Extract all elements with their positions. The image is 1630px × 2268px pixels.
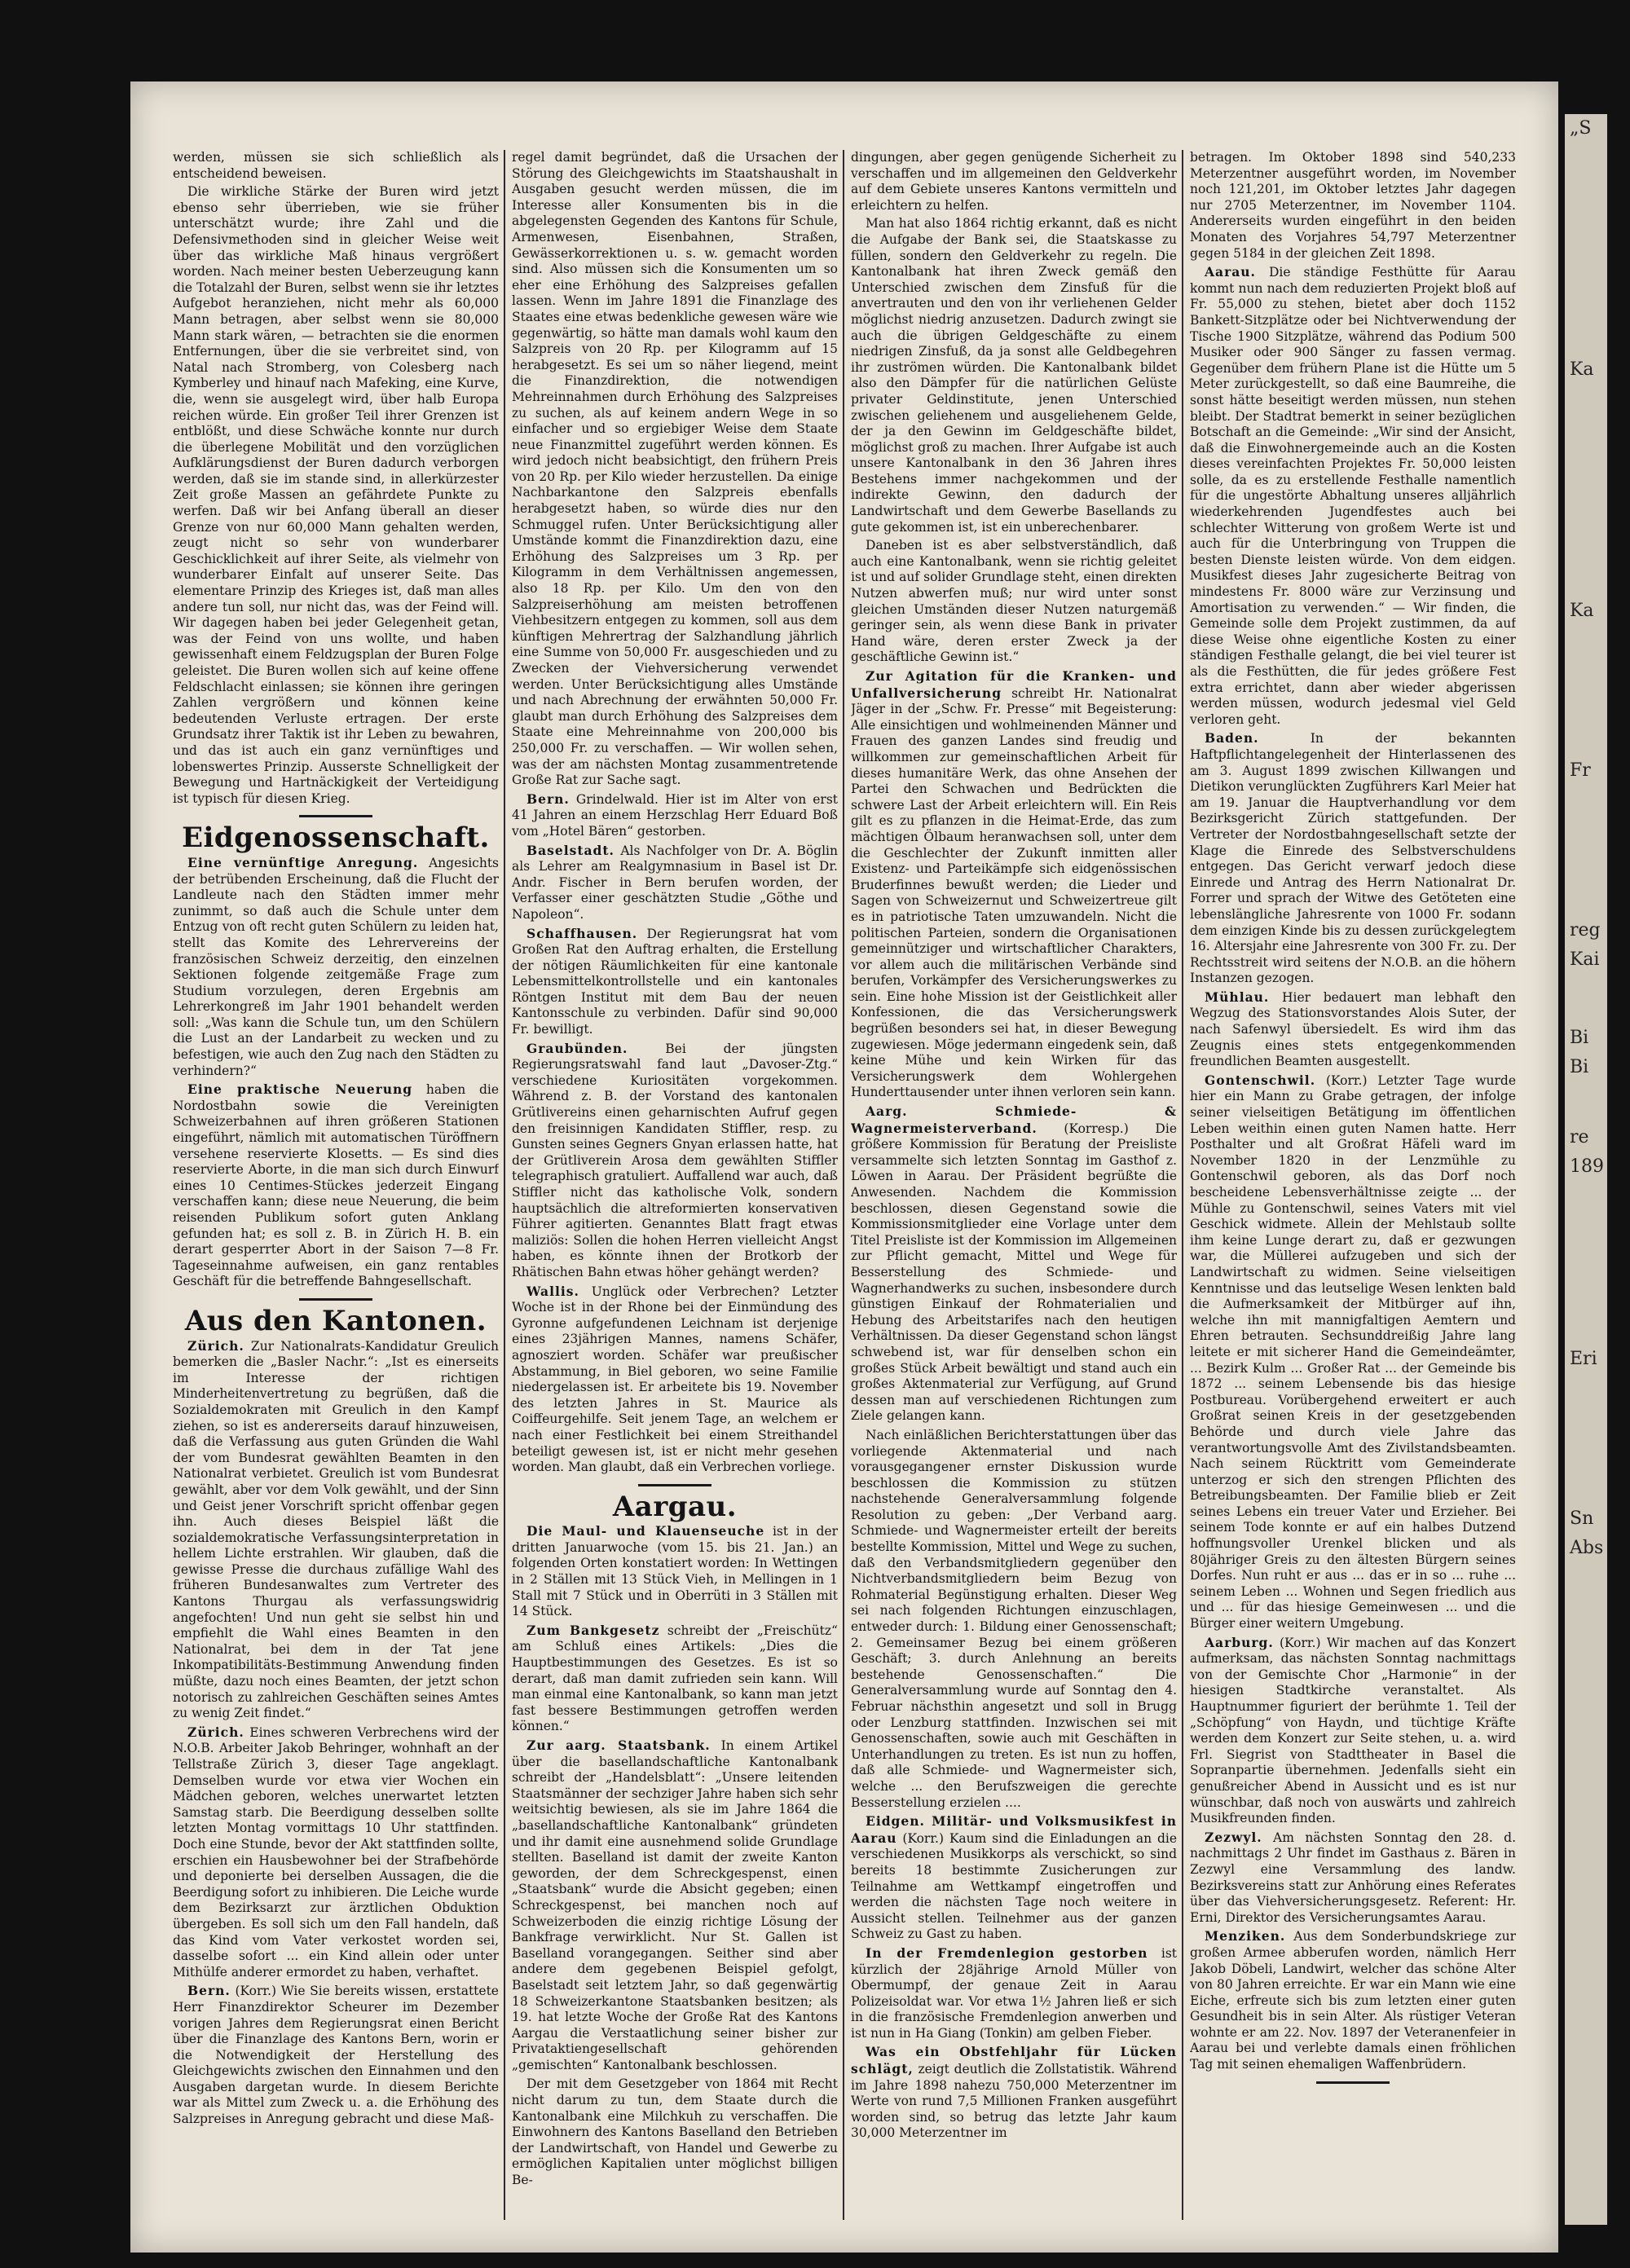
- column-2: [512, 150, 838, 2220]
- article-text: ist kürzlich der 28jährige Arnold Müller von Obermumpf, der genaue Zeit in Aarau Polizeisoldat war. Vor etwa 1½ Jahren ließ er sich in die französische Fremdenlegion anwerben und ist nun in Ha Giang (Tonkin) am gelben Fieber.: [851, 1945, 1177, 2041]
- separator: [1316, 2081, 1390, 2084]
- paragraph: werden, müssen sie sich schließlich als entscheidend beweisen.: [173, 150, 499, 181]
- article-text: ist in der dritten Januarwoche (vom 15. bis 21. Jan.) an folgenden Orten konstatiert worden: In Wettingen in 2 Ställen mit 13 Stück Vieh, in Mellingen in 1 Stall mit 7 Stück und in Oberrüti in 3 Ställen mit 14 Stück.: [512, 1524, 838, 1619]
- edge-fragment: Bi: [1570, 1028, 1589, 1048]
- article-text: schreibt Hr. Nationalrat Jäger in der „Schw. Fr. Presse“ mit Begeisterung: Alle einsichtigen und wohlmeinenden Männer und Frauen des ganzen Landes sind freudig und willkommen zur gemeinschaftlichen Arbeit für dieses humanitäre Werk, das ohne Ansehen der Partei den Schwachen und Bedrückten die schwere Last der Arbeit erleichtern will. Ein Reis gilt es zu pflanzen in die Heimat-Erde, das zum mächtigen Ölbaum heranwachsen soll, unter dem die Geschlechter der Zukunft inmitten aller Existenz- und Parteikämpfe sich eidgenössischen Bruderfinnes bewußt werden; die Lieder und Sagen von Schweizernut und Schweizertreue gilt es in patriotische Taten umzuwandeln. Nicht die politischen Parteien, sondern die Organisationen gemeinnütziger und wirtschaftlicher Charakters, vor allem auch die militärischen Verbände sind berufen, Vorkämpfer des Versicherungswerkes zu sein. Eine hohe Mission ist der Geistlichkeit aller Konfessionen, die das Versicherungswerk begrüßen besonders sei hat, in dieser Bewegung zugewiesen. Möge jedermann eingedenk sein, daß keine Mühe und kein Wirken für das Versicherungswerk dem Wohlergehen Hunderttausender unter ihnen verloren sein kann.: [851, 685, 1177, 1100]
- column-rule: [1182, 150, 1183, 2220]
- column-rule: [504, 150, 505, 2220]
- article-lead: Graubünden.: [526, 1040, 628, 1056]
- article-text: Unglück oder Verbrechen? Letzter Woche ist in der Rhone bei der Einmündung des Gyronne aufgefundenen Leichnam ist derjenige eines 23jährigen Mannes, namens Schäfer, agnosziert worden. Schäfer war preußischer Abstammung, in Biel geboren, wo seine Familie niedergelassen ist. Er arbeitete bis 19. November des letzten Jahres in St. Maurice als Coiffeurgehilfe. Seit jenem Tage, an welchem er nach einer Festlichkeit bei einem Streithandel beteiligt gewesen ist, ist er nicht mehr gesehen worden. Man glaubt, daß ein Verbrechen vorliege.: [512, 1284, 838, 1475]
- section-heading-kantonen: Aus den Kantonen.: [184, 1304, 487, 1337]
- separator: [299, 1298, 372, 1301]
- article-lead: Baselstadt.: [526, 842, 615, 858]
- article-lead: Eine vernünftige Anregung.: [187, 854, 419, 870]
- article-lead: Die Maul- und Klauenseuche: [526, 1523, 765, 1539]
- article-text: haben die Nordostbahn sowie die Vereinigten Schweizerbahnen auf ihren größeren Stationen eingeführt, nämlich mit automatischen Türöffnern versehene reservierte Klosetts. — Es sind dies reservierte Aborte, in die man sich durch Einwurf eines 10 Centimes-Stückes jederzeit Eingang verschaffen kann; diese neue Neuerung, die beim reisenden Publikum sofort guten Anklang gefunden hat; es soll z. B. in Zürich H. B. ein derart gesperrter Abort in der Saison 7—8 Fr. Tageseinnahme aufweisen, ein ganz rentables Geschäft für die betreffende Bahngesellschaft.: [173, 1082, 499, 1289]
- edge-fragment: reg: [1570, 920, 1601, 940]
- article-text: (Korr.) Wir machen auf das Konzert aufmerksam, das nächsten Sonntag nachmittags von der Gemischte Chor „Harmonie“ in der hiesigen Stadtkirche veranstaltet. Als Hauptnummer figuriert der berühmte 1. Teil der „Schöpfung“ von Haydn, und tüchtige Kräfte werden dem Konzert zur Seite stehen, u. a. wird Frl. Siegrist von Stadttheater in Basel die Sopranpartie übernehmen. Jedenfalls sieht ein genußreicher Abend in Aussicht und es ist nur wünschbar, daß noch von auswärts und zahlreich Musikfreunden finden.: [1190, 1635, 1516, 1826]
- article-lead: Eidgen. Militär- und Volksmusikfest in Aarau: [851, 1813, 1177, 1846]
- article-text: (Korr.) Wie Sie bereits wissen, erstattete Herr Finanzdirektor Scheurer im Dezember vorigen Jahres dem Regierungsrat einen Bericht über die Finanzlage des Kantons Bern, worin er die Notwendigkeit der Herstellung des Gleichgewichts zwischen den Einnahmen und den Ausgaben dargetan wurde. In diesem Berichte war als Mittel zum Zweck u. a. die Erhöhung des Salzpreises in Anregung gebracht und diese Maß-: [173, 1984, 499, 2127]
- separator: [299, 815, 372, 817]
- article-lead: Schaffhausen.: [526, 925, 638, 941]
- article-text: Zur Nationalrats-Kandidatur Greulich bemerken die „Basler Nachr.“: „Ist es einerseits im Interesse der richtigen Minderheitenvertretung zu begrüßen, daß die Sozialdemokraten mit Greulich in den Kampf ziehen, so ist es andererseits darauf hinzuweisen, daß die Verfassung aus guten Gründen die Wahl der vom Bundesrat gewählten Beamten in den Nationalrat verbietet. Greulich ist vom Bundesrat gewählt, aber vor dem Volk gewählt, und der Sinn und Geist jener Vorschrift spricht offenbar gegen ihn. Auch dieses Beispiel läßt die sozialdemokratische Verfassungsinterpretation in hellem Lichte erstrahlen. Wir glauben, daß die gewisse Presse die durchaus zufällige Wahl des früheren Bundesanwaltes zum Vertreter des Kantons Thurgau als verfassungswidrig angefochten! Und nun geht sie selbst hin und empfiehlt die Wahl eines Beamten in den Nationalrat, bei dem in der Tat jene Inkompatibilitäts-Bestimmung Anwendung finden müßte, dazu noch eines Beamten, der jetzt schon notorisch zu zahlreichen Geschäften seines Amtes zu wenig Zeit findet.“: [173, 1338, 499, 1721]
- edge-fragment: Fr: [1570, 760, 1591, 781]
- article-lead: Mühlau.: [1205, 989, 1270, 1005]
- article-text: Bei der jüngsten Regierungsratswahl fand laut „Davoser-Ztg.“ verschiedene Kuriositäten vorgekommen. Während z. B. der Vorstand des kantonalen Grütlivereins einen geharnischten Aufruf gegen den freisinnigen Kandidaten Stiffler, resp. zu Gunsten seines Gegners Gnyan erlassen hatte, hat der Grütliverein Arosa dem gewählten Stiffler telegraphisch gratuliert. Auffallend war auch, daß Stiffler nicht das katholische Volk, sondern hauptsächlich die altreformierten konservativen Führer agitierten. Genanntes Blatt fragt etwas maliziös: Sollen die hohen Herren vielleicht Angst haben, es könnte ihnen der Brotkorb der Rhätischen Bahn etwas höher gehängt werden?: [512, 1041, 838, 1279]
- newspaper-page: [130, 81, 1558, 2253]
- paragraph: betragen. Im Oktober 1898 sind 540,233 Meterzentner ausgeführt worden, im November noch 121,201, im Oktober letztes Jahr dagegen nur 2705 Meterzentner, im November 1104. Andererseits wurden eingeführt in den beiden Monaten des Vorjahres 54,797 Meterzentner gegen 5184 in der gleichen Zeit 1898.: [1190, 150, 1516, 261]
- edge-fragment: Abs: [1570, 1538, 1604, 1558]
- article-text: Der mit dem Gesetzgeber von 1864 mit Recht nicht darum zu tun, dem Staate durch die Kantonalbank eine Milchkuh zu verschaffen. Die Einwohnern des Kantons Baselland den Betrieben der Landwirtschaft, von Handel und Gewerbe zu ermöglichen Kapitalien unter möglichst billigen Be-: [512, 2076, 838, 2188]
- article-text: Aus dem Sonderbundskriege zur großen Armee abberufen worden, nämlich Herr Jakob Döbeli, Landwirt, welcher das schöne Alter von 80 Jahren erreichte. Er war ein Mann wie eine Eiche, erfreute sich bis zum letzten einer guten Gesundheit bis in sein Alter. Als rüstiger Veteran wohnte er am 22. Nov. 1897 der Veteranenfeier in Aarau bei und verlebte damals einen fröhlichen Tag mit seinen ehemaligen Waffenbrüdern.: [1190, 1929, 1516, 2072]
- article-lead: Baden.: [1205, 730, 1259, 746]
- article-text: Hier bedauert man lebhaft den Wegzug des Stationsvorstandes Alois Suter, der nach Safenwyl übersiedelt. Es wird ihm das Zeugnis eines stets entgegenkommenden freundlichen Beamten ausgestellt.: [1190, 989, 1516, 1069]
- article-text: In der bekannten Haftpflichtangelegenheit der Hinterlassenen des am 3. August 1899 zwischen Killwangen und Dietikon verunglückten Zugführers Karl Meier hat am 19. Januar die Hauptverhandlung vor dem Bezirksgericht Zürich stattgefunden. Der Vertreter der Nordostbahngesellschaft setzte der Klage die Einrede des Selbstverschuldens entgegen. Das Gericht verwarf jedoch diese Einrede und Antrag des Herrn Nationalrat Dr. Forrer und sprach der Witwe des Getöteten eine lebenslängliche Jahresrente von 1000 Fr. sodann dem einzigen Kinde bis zu dessen zurückgelegtem 16. Altersjahr eine Jahresrente von 300 Fr. zu. Der Rechtsstreit wird seitens der N.O.B. an die höhern Instanzen gezogen.: [1190, 731, 1516, 986]
- article-text: (Korresp.) Die größere Kommission für Beratung der Preisliste versammelte sich letzten Sonntag im Gasthof z. Löwen in Aarau. Der Präsident begrüßte die Anwesenden. Nachdem die Kommission beschlossen, diesen Gegenstand sowie die Kommissionsmitglieder eine Vorlage unter dem Titel Preisliste ist der Kommission im Allgemeinen zur Pflicht gemacht, Mittel und Wege für Besserstellung des Schmiede- und Wagnerhandwerks zu suchen, insbesondere durch günstigen Einkauf der Rohmaterialien und Hebung des Arbeitstarifes nach den heutigen Verhältnissen. Da dieser Gegenstand schon längst schwebend ist, war für denselben schon ein großes Stück Arbeit bewältigt und stand auch ein großes Aktenmaterial zur Verfügung, auf Grund dessen man auf verschiedenen Richtungen zum Ziele gelangen kann.: [851, 1121, 1177, 1424]
- article-lead: In der Fremdenlegion gestorben: [866, 1944, 1148, 1961]
- article-lead: Zürich.: [187, 1337, 244, 1354]
- edge-fragment: Ka: [1570, 601, 1594, 621]
- article-lead: Wallis.: [526, 1283, 579, 1299]
- paragraph: Die wirkliche Stärke der Buren wird jetzt ebenso sehr überrieben, wie sie früher unterschätzt wurde; ihre Zahl und die Defensivmethoden sind in gleicher Weise weit über das wirkliche Maß hinaus vergrößert worden. Nach meiner besten Ueberzeugung kann die Totalzahl der Buren, selbst wenn sie ihr letztes Aufgebot heranziehen, nicht mehr als 60,000 Mann betragen, aber selbst wenn sie 80,000 Mann stark wären, — betrachten sie die enormen Entfernungen, über die sie verbreitet sind, von Natal nach Stromberg, von Colesberg nach Kymberley und hinauf nach Mafeking, eine Kurve, die, wenn sie ausgelegt wird, über halb Europa reichen würde. Ein großer Teil ihrer Grenzen ist entblößt, und diese Schwäche konnte nur durch die überlegene Mobilität und den vorzüglichen Aufklärungsdienst der Buren dadurch verborgen werden, daß sie im stande sind, in allerkürzester Zeit große Massen an gefährdete Punkte zu werfen. Daß wir bei Anfang überall an dieser Grenze von nur 60,000 Mann gehalten werden, zeugt nicht so sehr von wunderbarer Geschicklichkeit auf ihrer Seite, als vielmehr von wunderbarer Einfalt auf unserer Seite. Das elementare Prinzip des Krieges ist, daß man alles andere tun soll, nur nicht das, was der Feind will. Wir dagegen haben bei jeder Gelegenheit getan, was der Feind von uns wollte, und haben gewissenhaft einem Feldzugsplan der Buren Folge geleistet. Die Buren wollen sich auf keine offene Feldschlacht einlassen; sie können ihre geringen Zahlen vergrößern und können keine bedeutenden Verluste ertragen. Der erste Grundsatz ihrer Taktik ist ihr Leben zu bewahren, und das ist auch ein ganz vernünftiges und lobenswertes Prinzip. Ausserste Schnelligkeit der Bewegung und Hartnäckigkeit der Verteidigung ist typisch für diesen Krieg.: [173, 184, 499, 806]
- section-heading-eidgenossenschaft: Eidgenossenschaft.: [182, 821, 490, 855]
- edge-fragment: Bi: [1570, 1057, 1589, 1077]
- article-text: Am nächsten Sonntag den 28. d. nachmittags 2 Uhr findet im Gasthaus z. Bären in Zezwyl eine Versammlung des landw. Bezirksvereins statt zur Anhörung eines Referates über das Viehversicherungsgesetz. Referent: Hr. Erni, Direktor des Versicherungsamtes Aarau.: [1190, 1830, 1516, 1925]
- article-lead: Zürich.: [187, 1724, 244, 1740]
- article-lead: Zur Agitation für die Kranken- und Unfallversicherung: [851, 668, 1177, 701]
- article-lead: Zur aarg. Staatsbank.: [526, 1737, 711, 1753]
- edge-fragment: Kai: [1570, 949, 1600, 970]
- article-text: Grindelwald. Hier ist im Alter von erst 41 Jahren an einem Herzschlag Herr Eduard Boß vom „Hotel Bären“ gestorben.: [512, 791, 838, 839]
- article-text: (Korr.) Kaum sind die Einladungen an die verschiedenen Musikkorps als verschickt, so sind bereits 18 bestimmte Zusicherungen zur Teilnahme am Wettkampf eingetroffen und werden die nächsten Tage noch weitere in Aussicht stellen. Teilnehmer aus der ganzen Schweiz zu Gast zu haben.: [851, 1830, 1177, 1942]
- article-text: (Korr.) Letzter Tage wurde hier ein Mann zu Grabe getragen, der infolge seiner vielseitigen Betätigung im öffentlichen Leben weithin einen guten Namen hatte. Herr Posthalter und alt Großrat Häfeli ward im November 1820 in der Lenzmühle zu Gontenschwil geboren, als das Dorf noch bescheidene Lebensverhältnisse zeigte ... der Mühle zu Gontenschwil, seines Vaters mit viel Geschick widmete. Allein der Mehlstaub sollte ihm keine Lunge derart zu, daß er gezwungen war, die Müllerei aufzugeben und sich der Landwirtschaft zu widmen. Seine vielseitigen Kenntnisse und das leutselige Wesen lenkten bald die Aufmerksamkeit der Mitbürger auf ihn, welche ihn mit mannigfaltigen Aemtern und Ehren betrauten. Sechsunddreißig Jahre lang leitete er mit sicherer Hand die Gemeindeämter, ... Bezirk Kulm ... Großer Rat ... der Gemeinde bis 1872 ... seinem Lebensende bis das hiesige Postbureau. Vorübergehend erweitert er auch Großrat seinen Kreis in der gesetzgebenden Behörde und durch viele Jahre das verantwortungsvolle Amt des Zivilstandsbeamten. Nach seinem Rücktritt vom Gemeinderate unterzog er sich den strengen Pflichten des Betreibungsbeamten. Der Familie blieb er Zeit seines Lebens ein treuer Vater und Erzieher. Bei seinem Tode konnte er auf ein halbes Dutzend hoffnungsvoller Urenkel blicken und als 80jähriger Greis zu den ältesten Bürgern seines Dorfes. Nun ruht er aus ... das er in so ... ruhe ... seinem Leben ... Wohnen und Segen friedlich aus und ... für das hiesige Gemeinwesen ... und die Bürger einer weitern Umgebung.: [1190, 1072, 1516, 1632]
- article-text: Die ständige Festhütte für Aarau kommt nun nach dem reduzierten Projekt bloß auf Fr. 55,000 zu stehen, bietet aber doch 1152 Bankett-Sitzplätze oder bei Nichtverwendung der Tische 1900 Sitzplätze, während das Podium 500 Musiker oder 900 Sänger zu fassen vermag. Gegenüber dem frühern Plane ist die Hütte um 5 Meter zurückgestellt, so daß eine Baumreihe, die sonst hätte beseitigt werden müssen, nun stehen bleibt. Der Stadtrat bemerkt in seiner bezüglichen Botschaft an die Gemeinde: „Wir sind der Ansicht, daß die Einwohnergemeinde auch an die Kosten dieses vereinfachten Projektes Fr. 50,000 leisten solle, da es zu erstellende Festhalle namentlich für die ungestörte Abhaltung unseres alljährlich wiederkehrenden Jugendfestes auch bei schlechter Witterung von großem Werte ist und auch für die Unterbringung von Truppen die besten Dienste leisten würde. Von dem eidgen. Musikfest dieses Jahr zugesicherte Beitrag von mindestens Fr. 8000 wäre zur Verzinsung und Amortisation zu verwenden.“ — Wir finden, die Gemeinde solle dem Projekt zustimmen, da auf diese Weise ohne eigentliche Kosten zu einer ständigen Festhalle gelangt, die bei viel teurer ist als die Festhütten, die für jedes größere Fest extra errichtet, dann aber wieder abgerissen werden müssen, wodurch jedesmal viel Geld verloren geht.: [1190, 265, 1516, 727]
- article-lead: Eine praktische Neuerung: [187, 1081, 413, 1098]
- article-text: zeigt deutlich die Zollstatistik. Während im Jahre 1898 nahezu 750,000 Meterzentner im Werte von rund 7,5 Millionen Franken ausgeführt worden sind, so betrug das letzte Jahr kaum 30,000 Meterzentner im: [851, 2062, 1177, 2141]
- article-text: schreibt der „Freischütz“ am Schluß eines Artikels: „Dies die Hauptbestimmungen des Gesetzes. Es ist so derart, daß man damit zufrieden sein kann. Will man einmal eine Kantonalbank, so kann man jetzt fast bessere Bestimmungen getroffen werden können.“: [512, 1623, 838, 1734]
- column-4: [1190, 150, 1516, 2220]
- article-lead: Gontenschwil.: [1205, 1072, 1316, 1088]
- article-lead: Aarburg.: [1205, 1634, 1274, 1650]
- adjacent-page-edge: [1565, 114, 1607, 2225]
- section-heading-aargau: Aargau.: [612, 1490, 738, 1523]
- article-lead: Zezwyl.: [1205, 1829, 1262, 1845]
- edge-fragment: Sn: [1570, 1508, 1594, 1529]
- article-lead: Aarg. Schmiede- & Wagnermeisterverband.: [851, 1103, 1177, 1136]
- article-text: In einem Artikel über die basellandschaftliche Kantonalbank schreibt der „Handelsblatt“: „Unsere leitenden Staatsmänner der sechziger Jahre haben sich sehr weitsichtig bewiesen, als sie im Jahre 1864 die „basellandschaftliche Kantonalbank“ gründeten und ihr damit eine ausnehmend solide Grundlage stellten. Baselland ist damit der zweite Kanton geworden, der dem Schreckgespenst, einen „Staatsbank“ wurde die Absicht gegeben; einen Schreckgespenst, bei manchen noch auf Schweizerboden die einzig richtige Lösung der Bankfrage verwirklicht. Nur St. Gallen ist Baselland vorangegangen. Seither sind aber andere dem gegebenen Beispiel gefolgt, Baselstadt seit letztem Jahr, so daß gegenwärtig 18 Schweizerkantone Staatsbanken besitzen; als 19. hat letzte Woche der Große Rat des Kantons Aargau die Verstaatlichung seiner bisher zur Privataktiengesellschaft gehörenden „gemischten“ Kantonalbank beschlossen.: [512, 1738, 838, 2072]
- column-3: [851, 150, 1177, 2220]
- edge-fragment: 189: [1570, 1156, 1604, 1177]
- edge-fragment: Eri: [1570, 1349, 1597, 1369]
- article-text: Als Nachfolger von Dr. A. Böglin als Lehrer am Realgymnasium in Basel ist Dr. Andr. Fischer in Bern berufen worden, der Verfasser einer geschätzten Studie „Göthe und Napoleon“.: [512, 843, 838, 922]
- article-lead: Menziken.: [1205, 1928, 1286, 1944]
- article-lead: Was ein Obstfehljahr für Lücken schlägt,: [851, 2044, 1177, 2077]
- article-lead: Zum Bankgesetz: [526, 1622, 660, 1638]
- paragraph: dingungen, aber gegen genügende Sicherheit zu verschaffen und im allgemeinen den Geldverkehr auf dem Gebiete unseres Kantons vermitteln und erleichtern zu helfen.: [851, 150, 1177, 213]
- article-lead: Bern.: [526, 790, 570, 807]
- article-lead: Aarau.: [1205, 264, 1256, 280]
- column-rule: [843, 150, 844, 2220]
- edge-fragment: Ka: [1570, 359, 1594, 380]
- article-text: Der Regierungsrat hat vom Großen Rat den Auftrag erhalten, die Erstellung der nötigen Räumlichkeiten für eine kantonale Lebensmittelkontrollstelle und ein kantonales Röntgen Institut mit dem Bau der neuen Kantonsschule zu verbinden. Dafür sind 90,000 Fr. bewilligt.: [512, 926, 838, 1037]
- article-text: Eines schweren Verbrechens wird der N.O.B. Arbeiter Jakob Behringer, wohnhaft an der Tellstraße Zürich 3, dieser Tage angeklagt. Demselben wurde vor etwa vier Wochen ein Mädchen geboren, welches unerwartet letzten Samstag starb. Die Beerdigung desselben sollte letzten Montag vormittags 10 Uhr stattfinden. Doch eine Stunde, bevor der Akt stattfinden sollte, erschien ein Hausbewohner bei der Strafbehörde und deponierte bei derselben Aussagen, die die Beerdigung sofort zu inhibieren. Die Leiche wurde dem Bezirksarzt zur ärztlichen Obduktion übergeben. Es soll sich um den Fall handeln, daß das Kind vom Vater verkostet worden sei, dasselbe sofort ... ein Kind allein oder unter Mithülfe anderer ermordet zu haben, verhaftet.: [173, 1724, 499, 1980]
- article-text: Nach einläßlichen Berichterstattungen über das vorliegende Aktenmaterial und nach vorausgegangener ernster Diskussion wurde beschlossen die Kommission zu stützen nachstehende Generalversammlung folgende Resolution zu geben: „Der Verband aarg. Schmiede- und Wagnermeister erteilt der bereits bestellte Kommission, Mittel und Wege zu suchen, daß den Verbandsmitgliedern gegenüber den Nichtverbandsmitgliedern beim Bezug von Rohmaterial Begünstigung erhalten. Dieser Weg sei nach folgenden Richtungen einzuschlagen, entweder durch: 1. Bildung einer Genossenschaft; 2. Gemeinsamer Bezug bei einem größeren Geschäft; 3. durch Anlehnung an bereits bestehende Genossenschaften.“ Die Generalversammlung wurde auf Sonntag den 4. Februar nächsthin angesetzt und soll in Brugg oder Lenzburg stattfinden. Inzwischen sei mit Genossenschaften, sowie auch mit Geschäften in Unterhandlungen zu treten. Es ist nun zu hoffen, daß alle Schmiede- und Wagnermeister sich, welche ... den Berufszweigen die gerechte Besserstellung erzielen ....: [851, 1427, 1177, 1810]
- edge-fragment: „S: [1570, 118, 1592, 139]
- edge-fragment: re: [1570, 1127, 1589, 1147]
- article-lead: Bern.: [187, 1983, 231, 1999]
- paragraph: regel damit begründet, daß die Ursachen der Störung des Gleichgewichts im Staatshaushalt in Ausgaben gesucht werden müssen, die im Interesse aller Konsumenten bis in die abgelegensten Gegenden des Kantons für Schule, Armenwesen, Eisenbahnen, Straßen, Gewässerkorrektionen u. s. w. gemacht worden sind. Also müssen sich die Konsumenten um so eher eine Erhöhung des Salzpreises gefallen lassen. Wenn im Jahre 1891 die Finanzlage des Staates eine etwas bedenkliche gewesen wäre wie gegenwärtig, so hätte man damals wohl kaum den Salzpreis von 20 Rp. per Kilogramm auf 15 herabgesetzt. Es sei um so näher liegend, meint die Finanzdirektion, die notwendigen Mehreinnahmen durch Erhöhung des Salzpreises zu suchen, als auf keinem andern Wege in so einfacher und so ergiebiger Weise dem Staate neue Finanzmittel zugeführt werden können. Es wird jedoch nicht beabsichtigt, den frühern Preis von 20 Rp. per Kilo wieder herzustellen. Da einige Nachbarkantone den Salzpreis ebenfalls herabgesetzt haben, so würde dies nur den Schmuggel rufen. Unter Berücksichtigung aller Umstände kommt die Finanzdirektion dazu, eine Erhöhung des Salzpreises um 3 Rp. per Kilogramm in dem Verhältnissen angemessen, also 18 Rp. per Kilo. Um den von den Salzpreiserhöhung am meisten betroffenen Viehbesitzern entgegen zu kommen, soll aus dem künftigen Mehrertrag der Salzhandlung jährlich eine Summe von 50,000 Fr. ausgeschieden und zu Zwecken der Viehversicherung verwendet werden. Unter Berücksichtigung alles Umstände und nach Abrechnung der erwähnten 50,000 Fr. glaubt man durch Erhöhung des Salzpreises dem Staate eine Mehreinnahme von 200,000 bis 250,000 Fr. zu verschaffen. — Wir wollen sehen, was der am nächsten Montag zusammentretende Große Rat zur Sache sagt.: [512, 150, 838, 788]
- article-text: Angesichts der betrübenden Erscheinung, daß die Flucht der Landleute nach den Städten immer mehr zunimmt, so daß auch die Schule unter dem Entzug von oft recht guten Schülern zu leiden hat, stellt das Komite des Lehrervereins der französischen Schweiz derzeitig, den einzelnen Sektionen folgende zeitgemäße Frage zum Studium vorzulegen, deren Ergebnis am Lehrerkongreß im Jahr 1901 behandelt werden soll: „Was kann die Schule tun, um den Schülern die Lust an der Landarbeit zu wecken und zu befestigen, wie auch den Zug nach den Städten zu verhindern?“: [173, 855, 499, 1078]
- separator: [638, 1484, 711, 1486]
- column-1: [173, 150, 499, 2220]
- paragraph: Man hat also 1864 richtig erkannt, daß es nicht die Aufgabe der Bank sei, die Staatskasse zu füllen, sondern den Geldverkehr zu regeln. Die Kantonalbank hat ihren Zweck gemäß den Unterschied zwischen dem Zinsfuß für die anvertrauten und den von ihr verliehenen Gelder möglichst niedrig anzusetzen. Dadurch zwingt sie auch die übrigen Geldgeschäfte zu einem niedrigen Zinsfuß, da ja sonst alle Geldbegehren ihr zuströmen würden. Die Kantonalbank bildet also den Dämpfer für die natürlichen Gelüste privater Geldinstitute, jenen Unterschied zwischen geliehenem und ausgeliehenem Gelde, der ja den Gewinn im Geldgeschäfte bildet, möglichst groß zu machen. Ihrer Aufgabe ist auch unsere Kantonalbank in den 36 Jahren ihres Bestehens immer nachgekommen und der indirekte Gewinn, den dadurch der Landwirtschaft und dem Gewerbe Basellands zu gute gekommen ist, ist ein unberechenbarer.: [851, 216, 1177, 535]
- paragraph: Daneben ist es aber selbstverständlich, daß auch eine Kantonalbank, wenn sie richtig geleitet ist und auf solider Grundlage steht, einen direkten Nutzen abwerfen muß; nur wird unter sonst gleichen Umständen dieser Nutzen naturgemäß geringer sein, als wenn diese Bank in privater Hand wäre, deren erster Zweck ja der geschäftliche Gewinn ist.“: [851, 538, 1177, 665]
